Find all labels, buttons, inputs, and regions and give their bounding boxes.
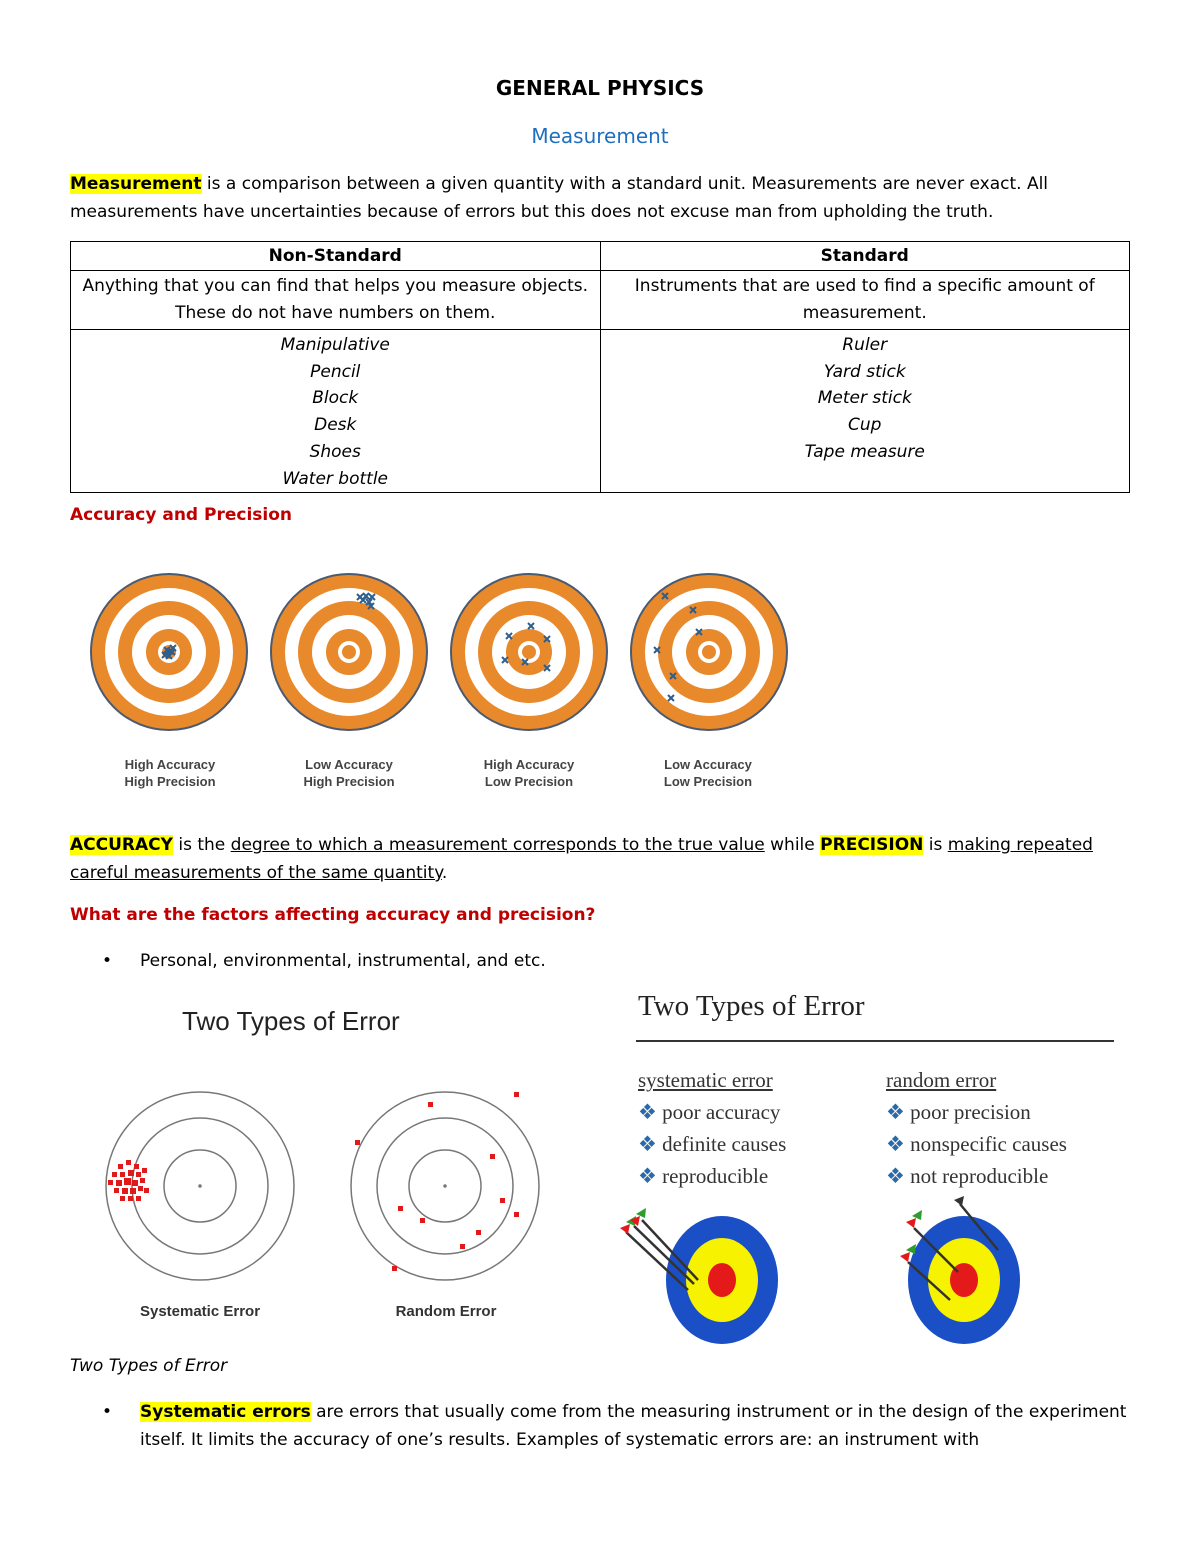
left-error-figure xyxy=(90,1072,570,1312)
list-item: Desk xyxy=(314,415,357,436)
text: is the xyxy=(172,835,231,855)
list-item: Cup xyxy=(848,415,882,436)
page-title: GENERAL PHYSICS xyxy=(495,76,705,100)
systematic-arrow-target xyxy=(666,1216,778,1344)
accuracy-heading: Accuracy and Precision xyxy=(70,505,293,525)
label-line: Low Accuracy xyxy=(664,757,752,772)
diamond-icon: ❖ xyxy=(886,1100,905,1124)
accuracy-precision-definition xyxy=(70,831,1130,887)
systematic-error-label: Systematic Error xyxy=(139,1303,261,1320)
intro-text: is a comparison between a given quantity with a standard unit. Measurements are never exact. All measurements have uncertainties because of errors but this does not excuse man from upholding the truth. xyxy=(70,174,1049,222)
systematic-heading: systematic error xyxy=(638,1068,773,1092)
text: while xyxy=(764,835,821,855)
target-label xyxy=(279,756,419,790)
target-high-acc-low-prec xyxy=(451,574,607,730)
diamond-icon: ❖ xyxy=(638,1100,657,1124)
list-item: Manipulative xyxy=(280,335,390,355)
accuracy-definition: degree to which a measurement corresponds to the true value xyxy=(230,835,765,855)
factors-heading: What are the factors affecting accuracy and precision? xyxy=(70,905,596,925)
measurement-term: Measurement xyxy=(70,174,202,194)
systematic-errors-bullet xyxy=(70,1398,1130,1458)
diamond-icon: ❖ xyxy=(638,1132,657,1156)
label-line: High Accuracy xyxy=(124,757,216,772)
list-item xyxy=(886,1096,1067,1128)
target-label xyxy=(459,756,599,790)
diamond-icon: ❖ xyxy=(886,1132,905,1156)
desc-standard: Instruments that are used to find a specific amount of measurement. xyxy=(600,271,1130,330)
accuracy-targets-figure xyxy=(80,572,800,752)
list-item xyxy=(638,1096,786,1128)
item-text: not reproducible xyxy=(910,1164,1049,1188)
target-label xyxy=(638,756,778,790)
random-column xyxy=(886,1064,1067,1192)
systematic-error-cluster xyxy=(108,1160,149,1201)
bullet-icon: • xyxy=(102,1402,113,1422)
text: is xyxy=(923,835,948,855)
item-text: definite causes xyxy=(662,1132,787,1156)
header-non-standard: Non-Standard xyxy=(71,242,601,271)
intro-paragraph xyxy=(70,170,1130,226)
item-text: poor accuracy xyxy=(662,1100,781,1124)
non-standard-list xyxy=(71,330,601,493)
random-error-label: Random Error xyxy=(395,1303,497,1320)
title-rule xyxy=(636,1040,1114,1042)
list-item: Pencil xyxy=(310,361,361,382)
list-item: Water bottle xyxy=(282,468,389,489)
label-line: High Accuracy xyxy=(483,757,575,772)
list-item xyxy=(886,1128,1067,1160)
target-label xyxy=(100,756,240,790)
list-item: Shoes xyxy=(309,441,361,462)
text: . xyxy=(441,863,448,883)
accuracy-term: ACCURACY xyxy=(70,835,173,855)
label-line: Low Accuracy xyxy=(305,757,393,772)
label-line: High Precision xyxy=(124,774,216,789)
list-item: Yard stick xyxy=(823,361,906,382)
arrow-targets-figure xyxy=(608,1192,1038,1352)
precision-term: PRECISION xyxy=(820,835,924,855)
target-low-acc-low-prec xyxy=(631,574,787,730)
diamond-icon: ❖ xyxy=(886,1164,905,1188)
list-item: Block xyxy=(312,388,359,409)
bullet-icon: • xyxy=(102,951,113,971)
list-item xyxy=(638,1128,786,1160)
left-figure-title: Two Types of Error xyxy=(182,1006,400,1036)
precision-definition: making repeated careful measurements of the same quantity xyxy=(70,835,1093,883)
item-text: reproducible xyxy=(662,1164,769,1188)
diamond-icon: ❖ xyxy=(638,1164,657,1188)
standard-list xyxy=(600,330,1130,493)
label-line: Low Precision xyxy=(663,774,753,789)
random-heading: random error xyxy=(886,1068,997,1092)
list-item xyxy=(886,1160,1067,1192)
measurement-table xyxy=(70,241,1130,493)
item-text: poor precision xyxy=(910,1100,1031,1124)
bullet-text: Personal, environmental, instrumental, and etc. xyxy=(140,951,546,971)
two-types-heading: Two Types of Error xyxy=(70,1356,228,1376)
desc-non-standard: Anything that you can find that helps you measure objects. These do not have numbers on them. xyxy=(71,271,601,330)
right-figure-title: Two Types of Error xyxy=(638,990,865,1022)
systematic-column xyxy=(638,1064,786,1192)
list-item: Ruler xyxy=(842,335,888,355)
bullet-text xyxy=(140,1398,1130,1454)
label-line: Low Precision xyxy=(484,774,574,789)
list-item: Tape measure xyxy=(804,441,925,462)
target-high-acc-high-prec xyxy=(91,574,247,730)
item-text: nonspecific causes xyxy=(910,1132,1067,1156)
list-item: Meter stick xyxy=(817,388,912,409)
label-line: High Precision xyxy=(303,774,395,789)
random-arrow-target xyxy=(908,1216,1020,1344)
header-standard: Standard xyxy=(600,242,1130,271)
systematic-errors-text: are errors that usually come from the measuring instrument or in the design of the experiment itself. It limits the accuracy of one’s results. Examples of systematic errors are: an instrument with xyxy=(140,1402,1127,1450)
page-subtitle: Measurement xyxy=(531,124,669,148)
list-item xyxy=(638,1160,786,1192)
factors-bullet xyxy=(70,947,1070,975)
target-low-acc-high-prec xyxy=(271,574,427,730)
systematic-errors-term: Systematic errors xyxy=(140,1402,311,1422)
